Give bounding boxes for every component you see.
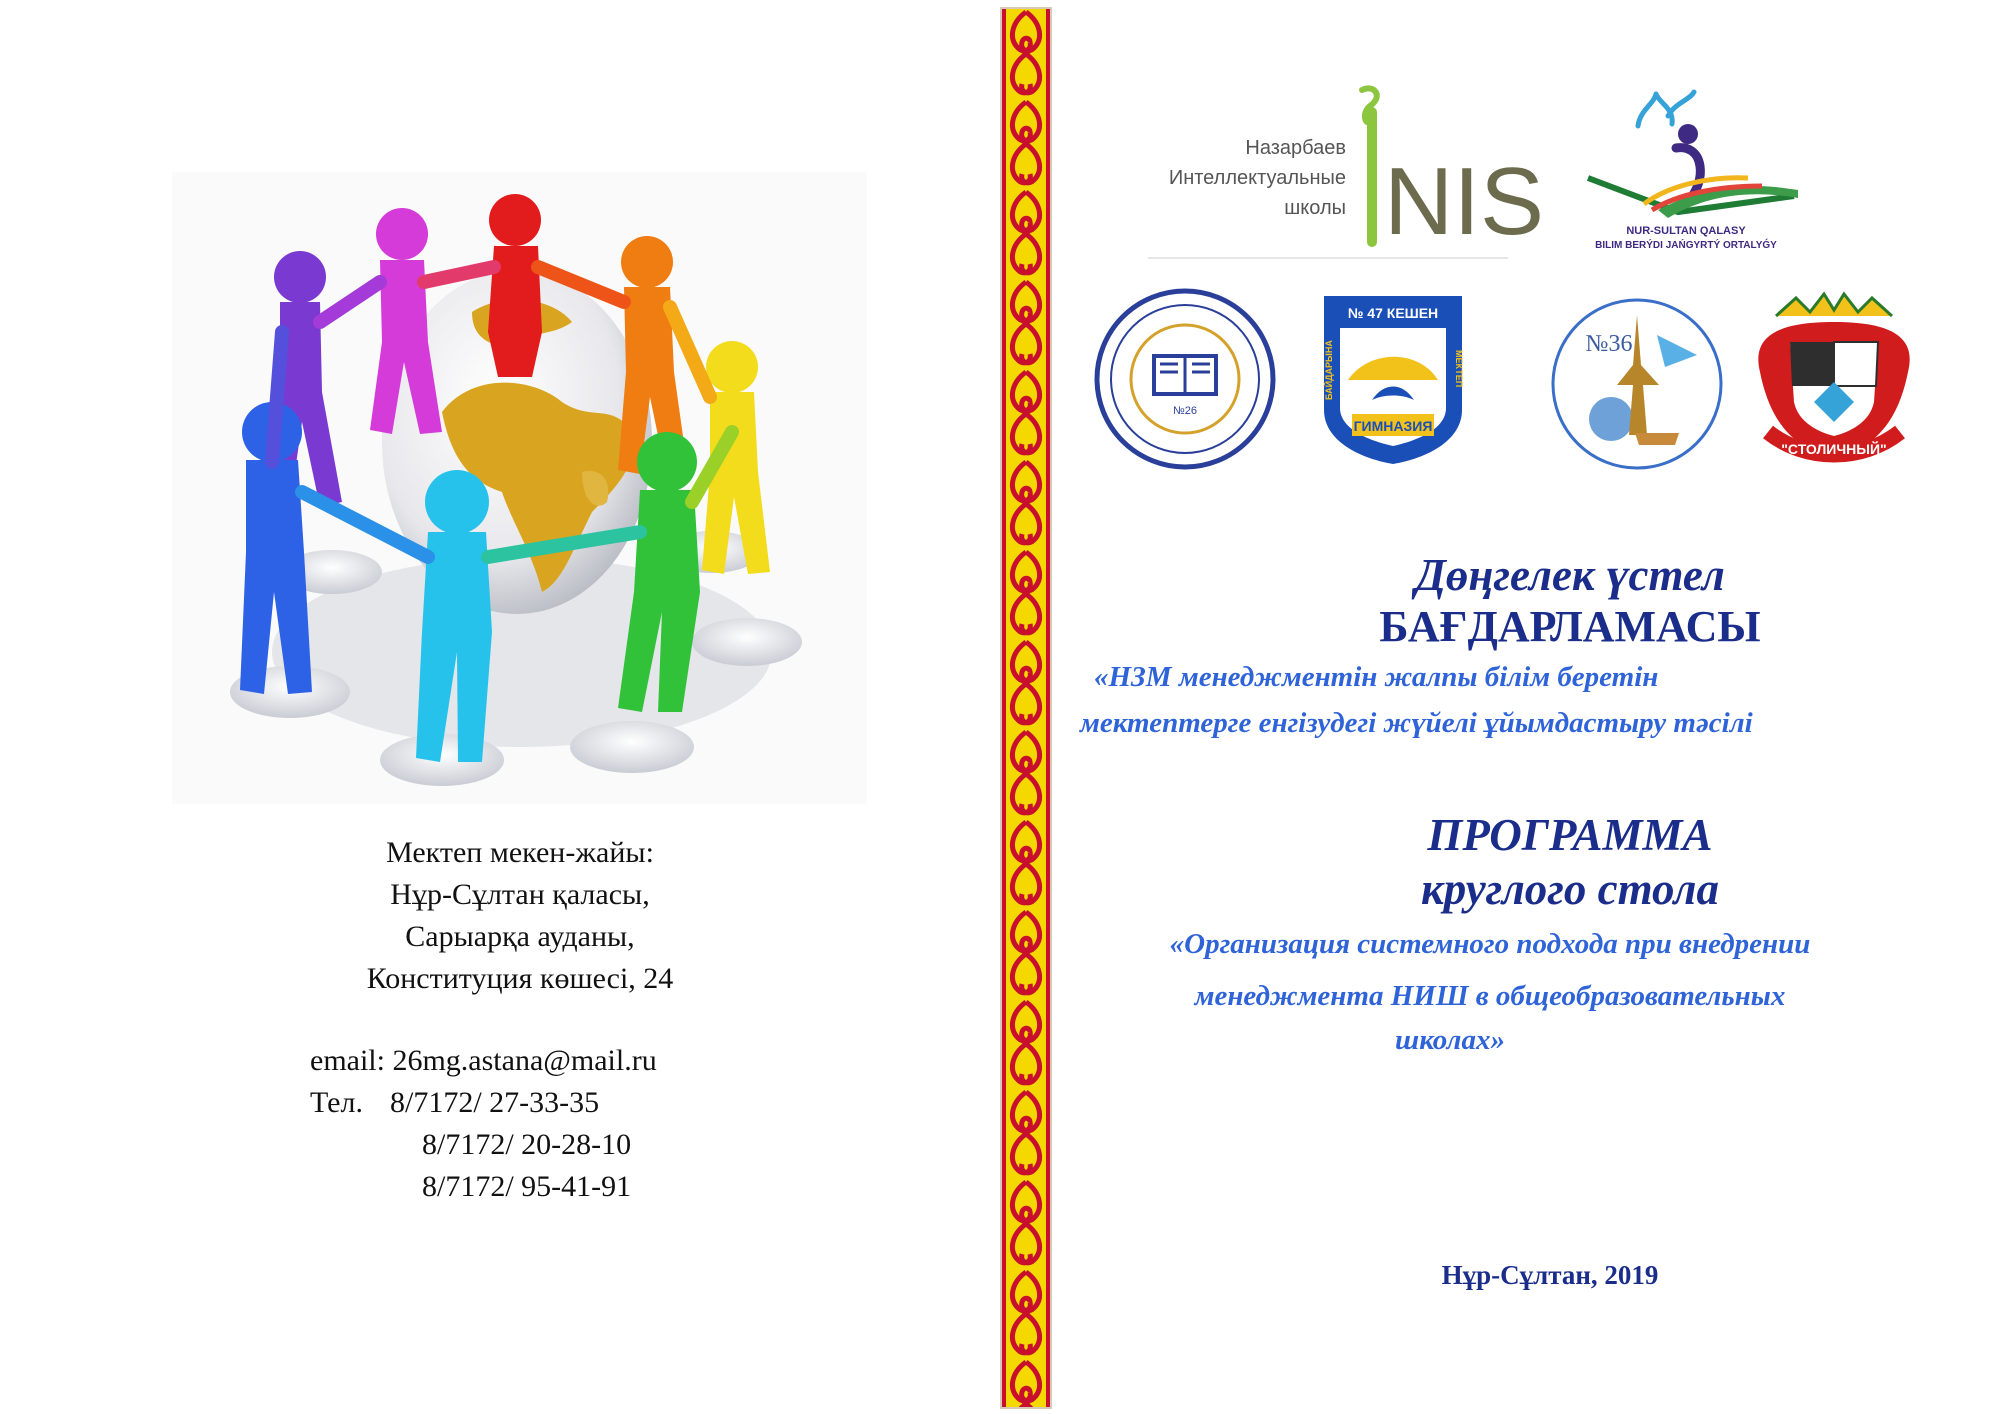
phone-number[interactable]: 8/7172/ 20-28-10	[422, 1128, 632, 1161]
phone-row-3	[310, 1166, 830, 1208]
people-around-globe-illustration	[172, 172, 867, 804]
sch47-right: МЕКТЕП	[1454, 350, 1464, 388]
stolichny-crest-icon	[1746, 282, 1922, 470]
city-year-footer: Нұр-Сұлтан, 2019	[1441, 1260, 1659, 1290]
title-russian-line-1: ПРОГРАММА	[1427, 810, 1713, 860]
subtitle-russian-line-1: «Организация системного подхода при внедрении	[1169, 928, 1811, 960]
school-36-emblem-icon	[1547, 295, 1727, 473]
stolichny-logo	[1746, 282, 1922, 470]
nur-sultan-education-center-logo	[1548, 86, 1824, 262]
title-kazakh-line-1: Дөңгелек үстел	[1415, 550, 1725, 600]
address-line: Нұр-Сұлтан қаласы,	[390, 878, 650, 911]
subtitle-kazakh-line-1: «НЗМ менеджментін жалпы білім беретін	[1094, 661, 1659, 693]
school-36-logo	[1547, 295, 1727, 473]
phone-row-2	[310, 1124, 830, 1166]
nis-line-3: школы	[1284, 197, 1346, 219]
subtitle-kazakh	[1080, 654, 1960, 746]
title-russian	[1170, 808, 1970, 916]
nis-logo-icon	[1148, 82, 1545, 260]
sch47-bottom: ГИМНАЗИЯ	[1353, 418, 1433, 434]
sch36-label: №36	[1585, 331, 1633, 357]
figure-red	[488, 194, 542, 377]
phone-number[interactable]: 8/7172/ 95-41-91	[422, 1170, 632, 1203]
stol-label: "СТОЛИЧНЫЙ"	[1781, 441, 1887, 457]
school-26-emblem-icon	[1092, 288, 1278, 470]
nsq-line-1: NUR-SULTAN QALASY	[1626, 225, 1746, 237]
subtitle-russian-line-3: школах»	[1395, 1024, 1505, 1056]
school-47-gymnasium-logo	[1318, 290, 1468, 468]
school-26-logo	[1092, 288, 1278, 470]
nis-line-2: Интеллектуальные	[1168, 167, 1346, 189]
address-line: Сарыарқа ауданы,	[405, 920, 635, 953]
nis-mark: NIS	[1384, 148, 1545, 255]
kazakh-ornament-divider	[1000, 8, 1052, 1408]
ornament-pattern-icon	[1000, 8, 1052, 1408]
title-russian-line-2: круглого стола	[1420, 864, 1719, 914]
tel-label: Тел.	[310, 1086, 363, 1119]
sch47-left: БАЙДАРЫНА	[1324, 340, 1334, 400]
school-47-shield-icon	[1318, 290, 1468, 468]
phone-number[interactable]: 8/7172/ 27-33-35	[390, 1086, 600, 1119]
sch47-top: № 47 КЕШЕН	[1347, 305, 1439, 321]
nis-line-1: Назарбаев	[1245, 137, 1346, 159]
phone-row-1	[310, 1082, 830, 1124]
email-line[interactable]: email: 26mg.astana@mail.ru	[310, 1044, 657, 1077]
contact-block	[310, 1040, 830, 1208]
globe-people-image	[172, 172, 867, 804]
title-kazakh-line-2: БАҒДАРЛАМАСЫ	[1379, 602, 1761, 651]
school-address-block	[170, 832, 870, 1000]
sch26-label: №26	[1172, 405, 1198, 417]
subtitle-russian	[1110, 918, 1870, 1066]
nis-logo	[1148, 82, 1545, 260]
address-line: Мектеп мекен-жайы:	[386, 836, 654, 869]
nur-sultan-logo-icon	[1548, 86, 1824, 262]
subtitle-russian-line-2: менеджмента НИШ в общеобразовательных	[1194, 980, 1786, 1012]
subtitle-kazakh-line-2: мектептерге енгізудегі жүйелі ұйымдастыру тәсілі	[1080, 707, 1753, 739]
nsq-line-2: BILIM BERÝDI JAŃGYRTÝ ORTALYǴY	[1595, 240, 1777, 251]
address-line: Конституция көшесі, 24	[366, 962, 674, 995]
